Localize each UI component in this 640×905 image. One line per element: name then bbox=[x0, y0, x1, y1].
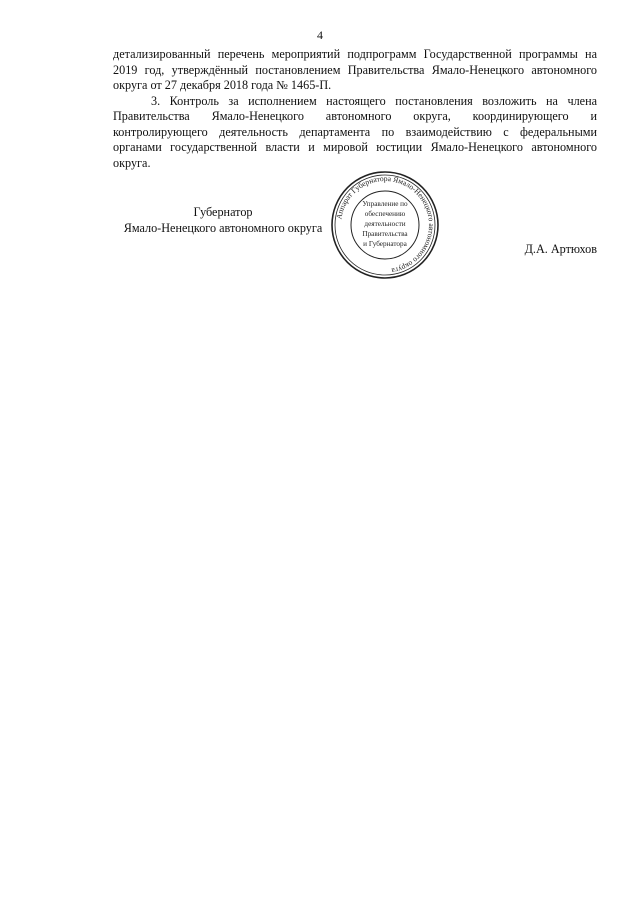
seal-graphic bbox=[330, 170, 440, 280]
svg-text:и Губернатора: и Губернатора bbox=[363, 240, 407, 248]
seal-ring-text: Аппарат Губернатора Ямало-Ненецкого автономного округа bbox=[334, 173, 437, 276]
seal-center-text bbox=[362, 200, 408, 248]
signer-title bbox=[113, 205, 333, 236]
signer-region: Ямало-Ненецкого автономного округа bbox=[123, 220, 323, 235]
svg-text:обеспечению: обеспечению bbox=[364, 210, 406, 218]
signer-position: Губернатор bbox=[193, 205, 253, 219]
svg-text:деятельности: деятельности bbox=[364, 220, 406, 228]
page-number: 4 bbox=[317, 28, 323, 42]
svg-text:Управление по: Управление по bbox=[362, 200, 408, 208]
paragraph-continuation: детализированный перечень мероприятий подпрограмм Государственной программы на 2019 год, утверждённый постановлением Правительства Ямало-Ненецкого автономного округа от 27 декабря 2018 года № 1465-П. bbox=[113, 47, 597, 92]
svg-text:Правительства: Правительства bbox=[362, 230, 408, 238]
signer-name: Д.А. Артюхов bbox=[524, 242, 597, 256]
official-seal-stamp bbox=[330, 170, 440, 280]
document-body bbox=[113, 47, 597, 171]
paragraph-item-3: 3. Контроль за исполнением настоящего постановления возложить на члена Правительства Ямало-Ненецкого автономного округа, координирующего и контролирующего деятельность департамента по взаимодействию с федеральными органами государственной власти и мировой юстиции Ямало-Ненецкого автономного округа. bbox=[113, 93, 597, 170]
